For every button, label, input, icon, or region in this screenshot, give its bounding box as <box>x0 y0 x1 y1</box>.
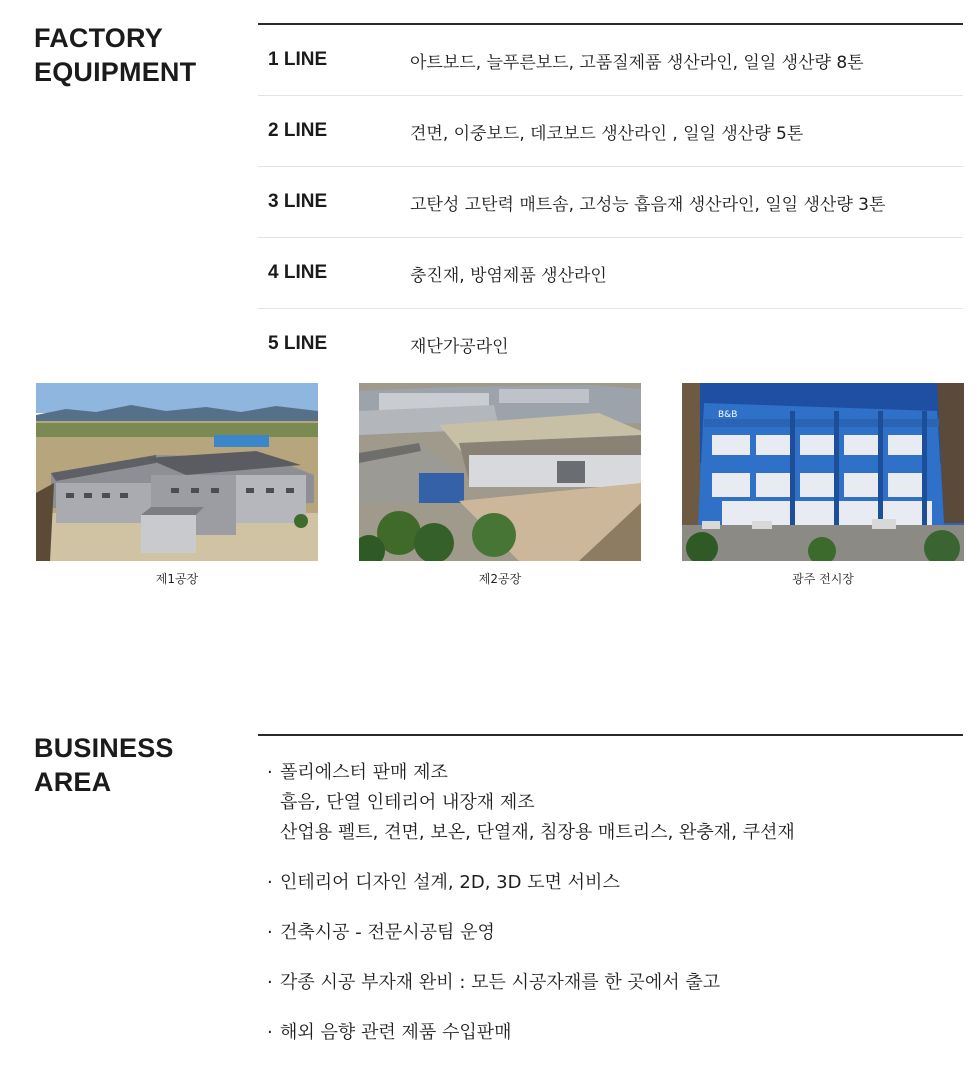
business-item <box>258 968 963 998</box>
line-name: 4 LINE <box>268 262 328 283</box>
gwangju-showroom-photo-card <box>682 383 964 587</box>
business-item-line: 폴리에스터 판매 제조 <box>280 762 448 783</box>
bullet: · <box>267 922 273 943</box>
business-item <box>258 1018 963 1048</box>
photo-caption: 제1공장 <box>155 572 199 586</box>
line-description: 고탄성 고탄력 매트솜, 고성능 흡음재 생산라인, 일일 생산량 3톤 <box>410 194 886 215</box>
factory-title-line-2: EQUIPMENT <box>34 57 197 87</box>
line-description: 재단가공라인 <box>410 336 509 357</box>
bullet: · <box>267 872 273 893</box>
equipment-table <box>258 23 963 379</box>
bullet: · <box>267 1022 273 1043</box>
showroom-sign-text: B&B <box>718 410 738 420</box>
business-item-line: 건축시공 - 전문시공팀 운영 <box>280 922 495 943</box>
line-name: 2 LINE <box>268 120 328 141</box>
business-item-line: 각종 시공 부자재 완비 : 모든 시공자재를 한 곳에서 출고 <box>280 972 721 993</box>
factory-2-photo-card <box>359 383 641 587</box>
factory-title-line-1: FACTORY <box>34 23 163 53</box>
line-name: 5 LINE <box>268 333 328 354</box>
bullet: · <box>267 972 273 993</box>
factory-equipment-title <box>34 21 196 89</box>
business-item <box>258 918 963 948</box>
line-name: 1 LINE <box>268 49 328 70</box>
line-description: 아트보드, 늘푸른보드, 고품질제품 생산라인, 일일 생산량 8톤 <box>410 52 864 73</box>
line-name: 3 LINE <box>268 191 328 212</box>
factory-1-photo <box>36 383 318 561</box>
photo-caption: 광주 전시장 <box>792 572 854 586</box>
factory-photo-gallery <box>36 383 964 593</box>
business-item-line: 해외 음향 관련 제품 수입판매 <box>280 1022 512 1043</box>
business-area-list <box>258 734 963 1048</box>
factory-2-photo <box>359 383 641 561</box>
factory-1-photo-card <box>36 383 318 587</box>
equipment-row <box>258 238 963 309</box>
business-area-title <box>34 731 174 799</box>
business-title-line-1: BUSINESS <box>34 733 174 763</box>
gwangju-showroom-photo <box>682 383 964 561</box>
photo-caption: 제2공장 <box>478 572 522 586</box>
business-item <box>258 758 963 848</box>
line-description: 견면, 이중보드, 데코보드 생산라인 , 일일 생산량 5톤 <box>410 123 804 144</box>
equipment-row <box>258 309 963 379</box>
business-title-line-2: AREA <box>34 767 112 797</box>
bullet: · <box>267 762 273 783</box>
equipment-row <box>258 96 963 167</box>
equipment-row <box>258 25 963 96</box>
business-item <box>258 868 963 898</box>
business-item-line: 인테리어 디자인 설계, 2D, 3D 도면 서비스 <box>280 872 620 893</box>
business-item-line: 흡음, 단열 인테리어 내장재 제조 <box>280 792 535 813</box>
line-description: 충진재, 방염제품 생산라인 <box>410 265 607 286</box>
equipment-row <box>258 167 963 238</box>
business-item-line: 산업용 펠트, 견면, 보온, 단열재, 침장용 매트리스, 완충재, 쿠션재 <box>280 822 795 843</box>
